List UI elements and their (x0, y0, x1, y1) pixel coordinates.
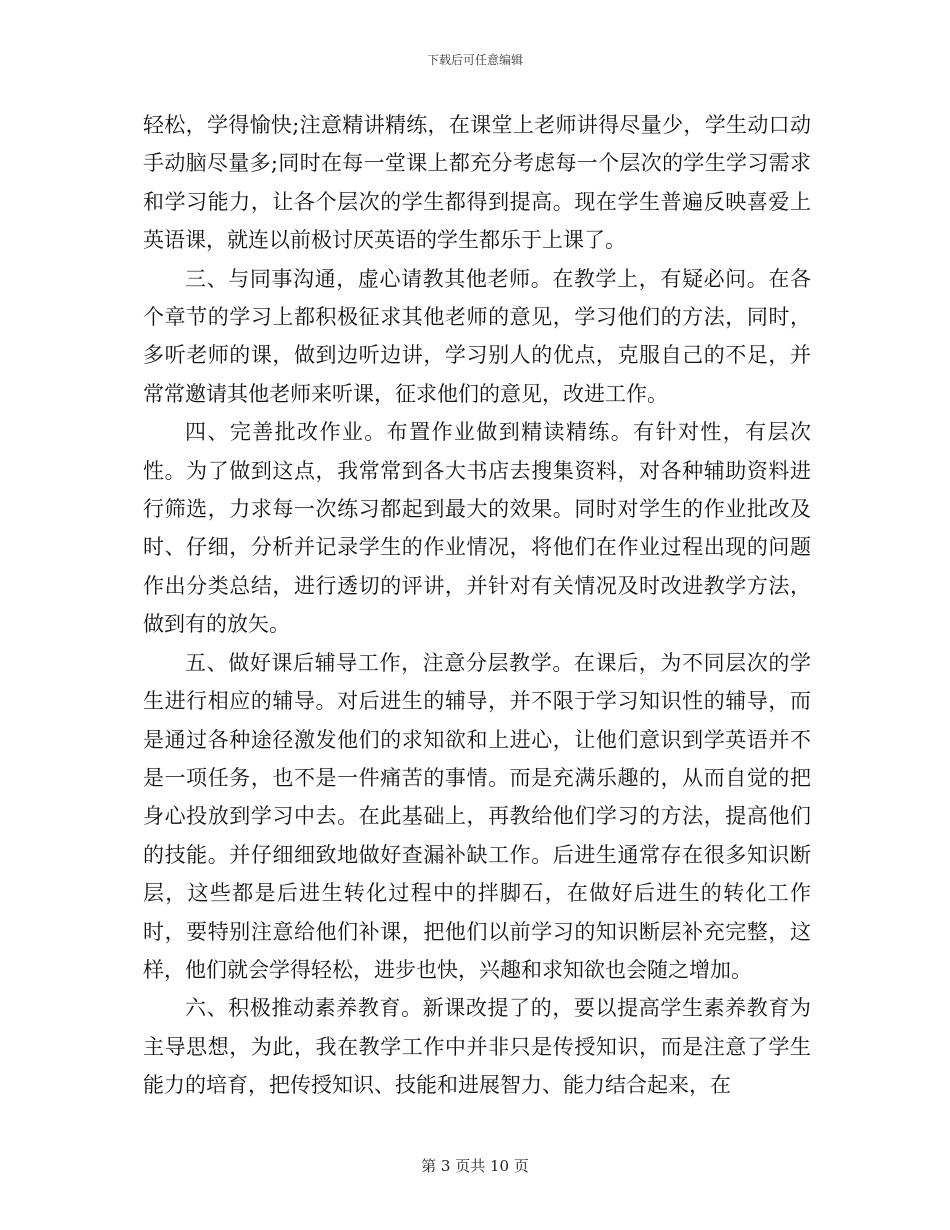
page-header: 下载后可任意编辑 (426, 53, 523, 67)
paragraph-continued: 轻松，学得愉快;注意精讲精练，在课堂上老师讲得尽量少，学生动口动手动脑尽量多;同时在每一堂课上都充分考虑每一个层次的学生学习需求和学习能力，让各个层次的学生都得到提高。现在学生普遍反映喜爱上英语课，就连以前极讨厌英语的学生都乐于上课了。 (143, 113, 811, 253)
document-body (143, 106, 811, 1105)
paragraph-after-class-tutoring: 五、做好课后辅导工作，注意分层教学。在课后，为不同层次的学生进行相应的辅导。对后进生的辅导，并不限于学习知识性的辅导，而是通过各种途径激发他们的求知欲和上进心，让他们意识到学英语并不是一项任务，也不是一件痛苦的事情。而是充满乐趣的，从而自觉的把身心投放到学习中去。在此基础上，再教给他们学习的方法，提高他们的技能。并仔细细致地做好查漏补缺工作。后进生通常存在很多知识断层，这些都是后进生转化过程中的拌脚石，在做好后进生的转化工作时，要特别注意给他们补课，把他们以前学习的知识断层补充完整，这样，他们就会学得轻松，进步也快，兴趣和求知欲也会随之增加。 (143, 650, 811, 982)
paragraph-quality-education: 六、积极推动素养教育。新课改提了的，要以提高学生素养教育为主导思想，为此，我在教学工作中并非只是传授知识，而是注意了学生能力的培育，把传授知识、技能和进展智力、能力结合起来，在 (143, 996, 811, 1098)
page-footer: 第 3 页共 10 页 (421, 1157, 529, 1175)
paragraph-homework-correction: 四、完善批改作业。布置作业做到精读精练。有针对性，有层次性。为了做到这点，我常常到各大书店去搜集资料，对各种辅助资料进行筛选，力求每一次练习都起到最大的效果。同时对学生的作业批改及时、仔细，分析并记录学生的作业情况，将他们在作业过程出现的问题作出分类总结，进行透切的评讲，并针对有关情况及时改进教学方法，做到有的放矢。 (143, 420, 811, 637)
paragraph-colleague-communication: 三、与同事沟通，虚心请教其他老师。在教学上，有疑必问。在各个章节的学习上都积极征求其他老师的意见，学习他们的方法，同时，多听老师的课，做到边听边讲，学习别人的优点，克服自己的不足，并常常邀请其他老师来听课，征求他们的意见，改进工作。 (143, 266, 811, 406)
